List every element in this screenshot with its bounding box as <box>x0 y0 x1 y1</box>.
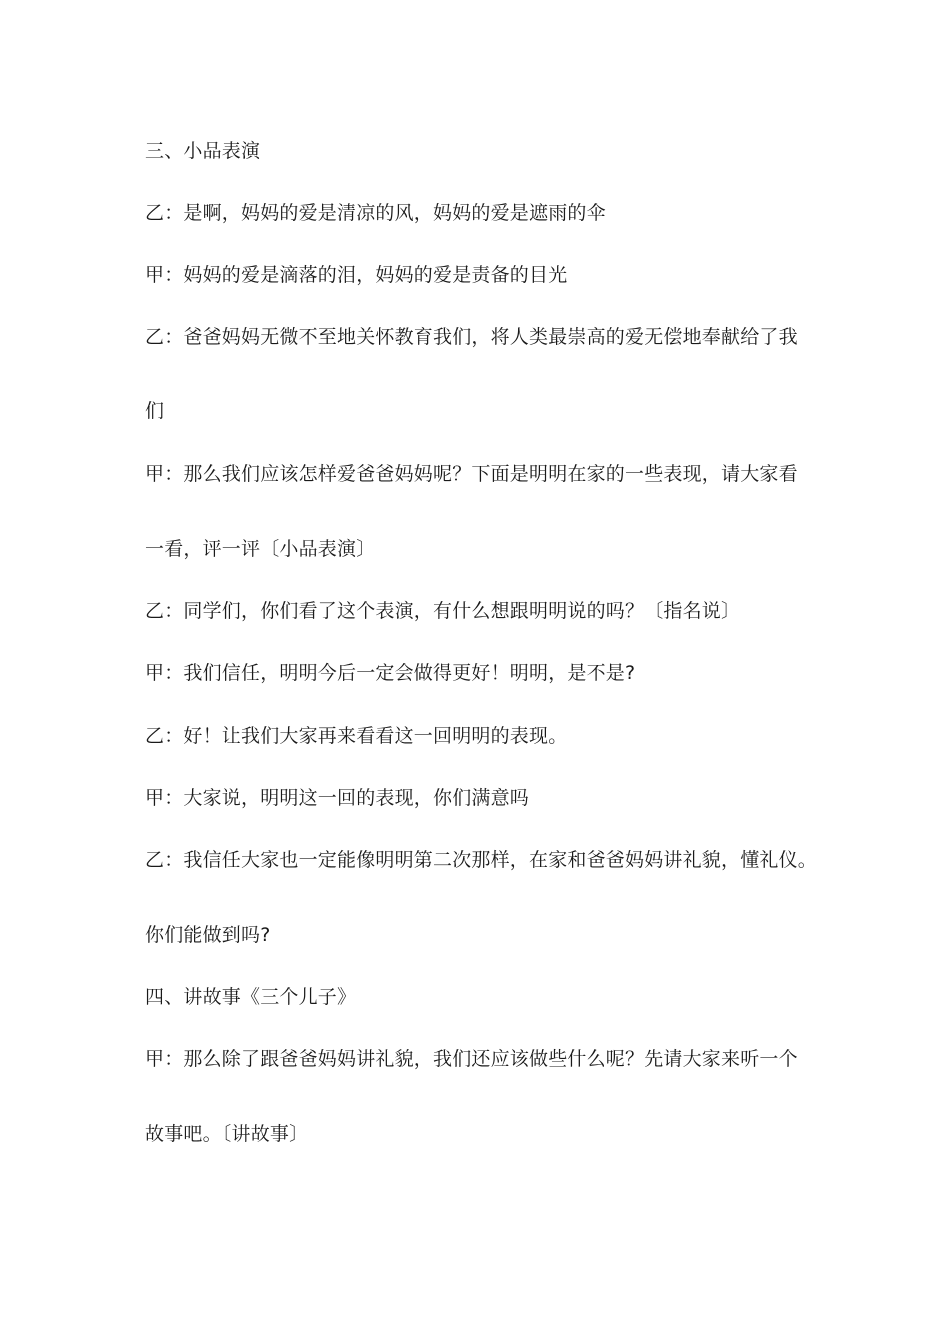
dialogue-line: 乙：我信任大家也一定能像明明第二次那样，在家和爸爸妈妈讲礼貌，懂礼仪。 <box>145 849 818 871</box>
dialogue-line: 乙：好！让我们大家再来看看这一回明明的表现。 <box>145 725 568 747</box>
dialogue-line-continuation: 你们能做到吗? <box>145 924 271 946</box>
dialogue-line: 乙：同学们，你们看了这个表演，有什么想跟明明说的吗？〔指名说〕 <box>145 600 741 622</box>
dialogue-line: 甲：那么除了跟爸爸妈妈讲礼貌，我们还应该做些什么呢？先请大家来听一个 <box>145 1048 798 1070</box>
dialogue-line: 甲：我们信任，明明今后一定会做得更好！明明，是不是? <box>145 662 636 684</box>
dialogue-line-continuation: 们 <box>145 400 165 422</box>
dialogue-line-continuation: 故事吧。〔讲故事〕 <box>145 1123 309 1145</box>
section-heading-skit: 三、小品表演 <box>145 140 261 162</box>
dialogue-line: 甲：妈妈的爱是滴落的泪，妈妈的爱是责备的目光 <box>145 264 568 286</box>
dialogue-line: 甲：大家说，明明这一回的表现，你们满意吗 <box>145 787 530 809</box>
dialogue-line: 乙：是啊，妈妈的爱是清凉的风，妈妈的爱是遮雨的伞 <box>145 202 606 224</box>
section-heading-story: 四、讲故事《三个儿子》 <box>145 986 357 1008</box>
dialogue-line: 甲：那么我们应该怎样爱爸爸妈妈呢？下面是明明在家的一些表现，请大家看 <box>145 463 798 485</box>
dialogue-line-continuation: 一看，评一评〔小品表演〕 <box>145 538 376 560</box>
dialogue-line: 乙：爸爸妈妈无微不至地关怀教育我们，将人类最崇高的爱无偿地奉献给了我 <box>145 326 798 348</box>
